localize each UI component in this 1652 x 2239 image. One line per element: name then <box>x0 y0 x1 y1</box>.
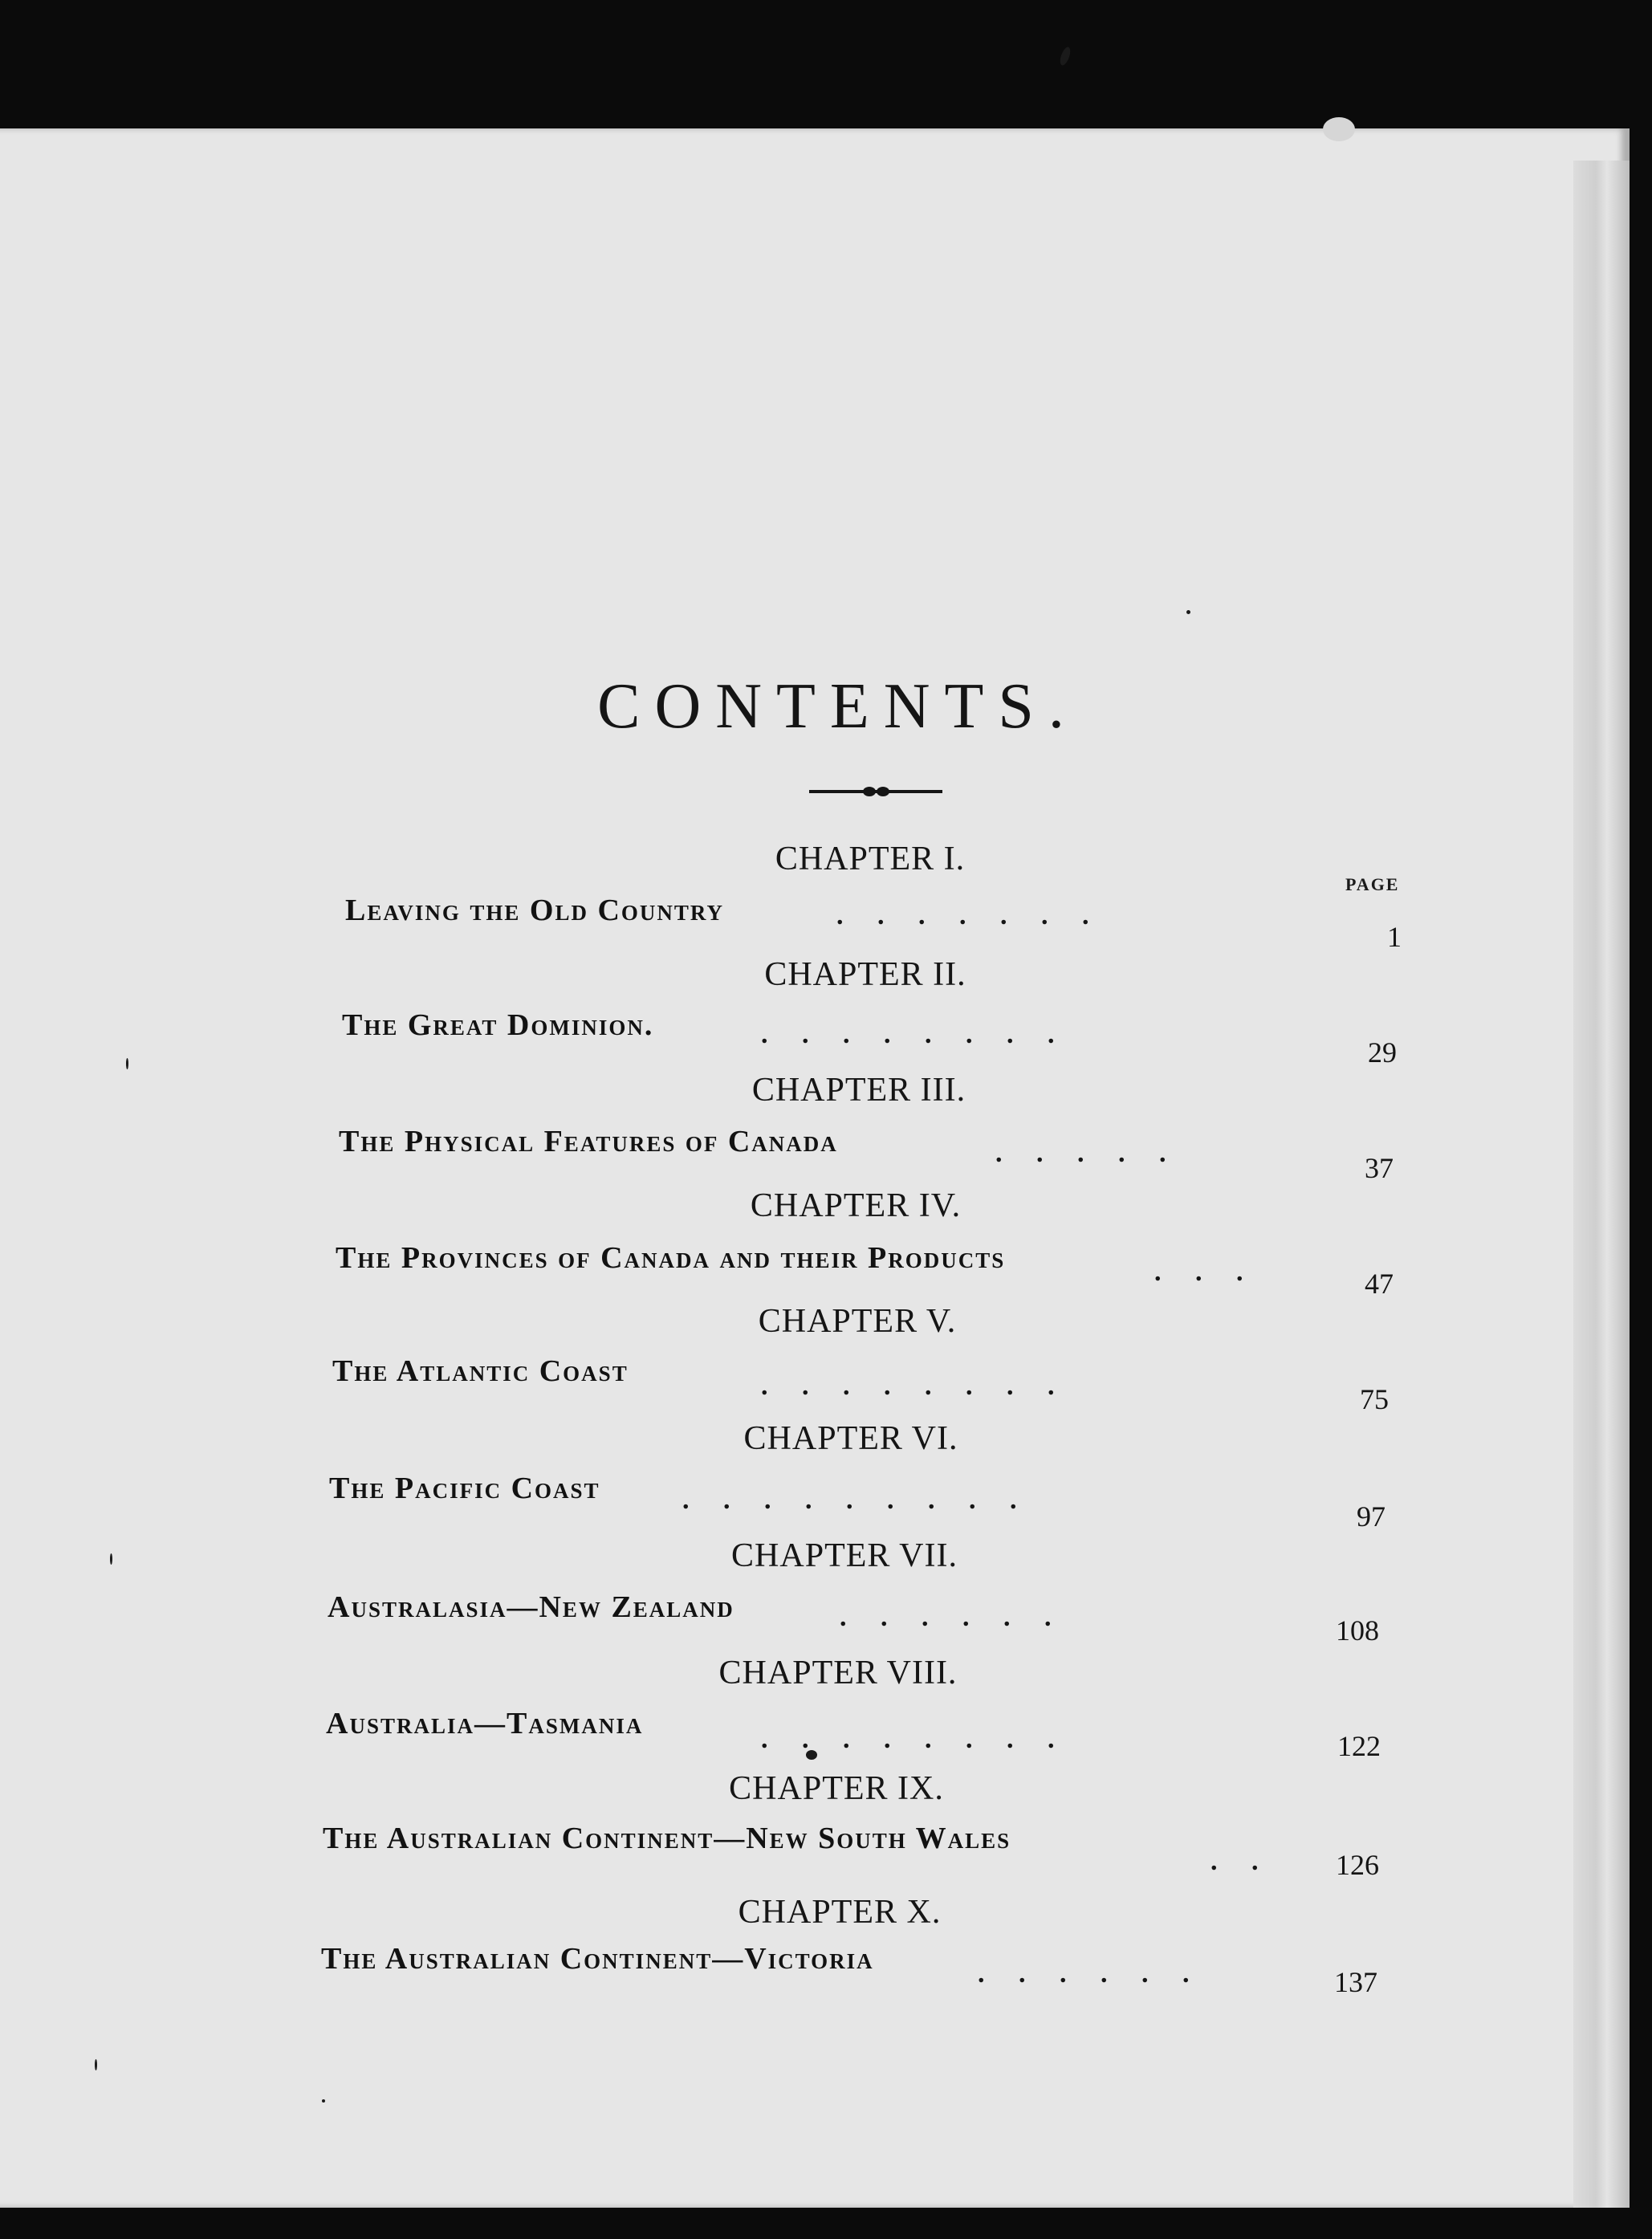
entry-title: The Physical Features of Canada <box>339 1125 838 1158</box>
scan-speck <box>322 2099 325 2103</box>
chapter-heading: CHAPTER IX. <box>729 1770 944 1807</box>
chapter-heading: CHAPTER VI. <box>743 1420 958 1457</box>
dot-leaders: . . . . . . <box>978 1959 1190 1983</box>
scan-speck <box>1323 117 1355 141</box>
entry-page-number: 137 <box>1334 1966 1377 1998</box>
entry-page-number: 122 <box>1337 1730 1381 1762</box>
chapter-heading: CHAPTER III. <box>751 1072 966 1109</box>
entry-page-number: 108 <box>1336 1614 1379 1647</box>
scan-speck <box>110 1553 112 1565</box>
entry-title: The Australian Continent—Victoria <box>321 1942 874 1976</box>
entry-page-number: 126 <box>1336 1849 1379 1881</box>
dot-leaders: . . . . . . . . <box>761 1020 1055 1044</box>
scan-speck <box>95 2059 97 2070</box>
chapter-heading: CHAPTER II. <box>764 956 966 993</box>
entry-title: Australasia—New Zealand <box>328 1590 734 1624</box>
chapter-heading: CHAPTER VII. <box>731 1537 958 1574</box>
entry-page-number: 75 <box>1360 1383 1389 1415</box>
scan-speck <box>126 1058 128 1069</box>
title-rule-ornament <box>809 783 942 800</box>
chapter-heading: CHAPTER X. <box>738 1894 942 1931</box>
entry-page-number: 47 <box>1365 1268 1394 1300</box>
contents-title: CONTENTS. <box>597 671 1079 742</box>
entry-title: The Pacific Coast <box>329 1472 600 1505</box>
entry-title: The Great Dominion. <box>342 1008 654 1042</box>
entry-page-number: 1 <box>1387 921 1402 953</box>
ink-blot <box>806 1750 817 1760</box>
entry-page-number: 37 <box>1365 1152 1394 1184</box>
scan-speck <box>1186 610 1190 614</box>
chapter-heading: CHAPTER VIII. <box>718 1655 958 1691</box>
entry-title: The Atlantic Coast <box>332 1354 629 1388</box>
entry-page-number: 29 <box>1368 1036 1397 1069</box>
dot-leaders: . . . . . . . . . <box>682 1485 1017 1509</box>
entry-page-number: 97 <box>1357 1500 1385 1533</box>
chapter-heading: CHAPTER IV. <box>750 1187 962 1224</box>
dot-leaders: . . . . . . . <box>836 901 1089 925</box>
dot-leaders: . . . . . . <box>840 1602 1052 1626</box>
dot-leaders: . . . . . . . . <box>761 1371 1055 1395</box>
entry-title: Leaving the Old Country <box>345 894 724 927</box>
dot-leaders: . . <box>1211 1846 1259 1871</box>
scan-speck <box>1058 46 1072 67</box>
page-edge <box>1573 161 1630 2208</box>
page-column-header: PAGE <box>1345 874 1400 894</box>
chapter-heading: CHAPTER V. <box>758 1303 957 1340</box>
dot-leaders: . . . . . <box>995 1138 1166 1162</box>
dot-leaders: . . . . . . . . <box>761 1724 1055 1748</box>
chapter-heading: CHAPTER I. <box>775 841 966 877</box>
entry-title: The Australian Continent—New South Wales <box>323 1822 1011 1855</box>
entry-title: The Provinces of Canada and their Products <box>336 1241 1006 1275</box>
dot-leaders: . . . <box>1154 1257 1243 1281</box>
entry-title: Australia—Tasmania <box>326 1707 644 1740</box>
